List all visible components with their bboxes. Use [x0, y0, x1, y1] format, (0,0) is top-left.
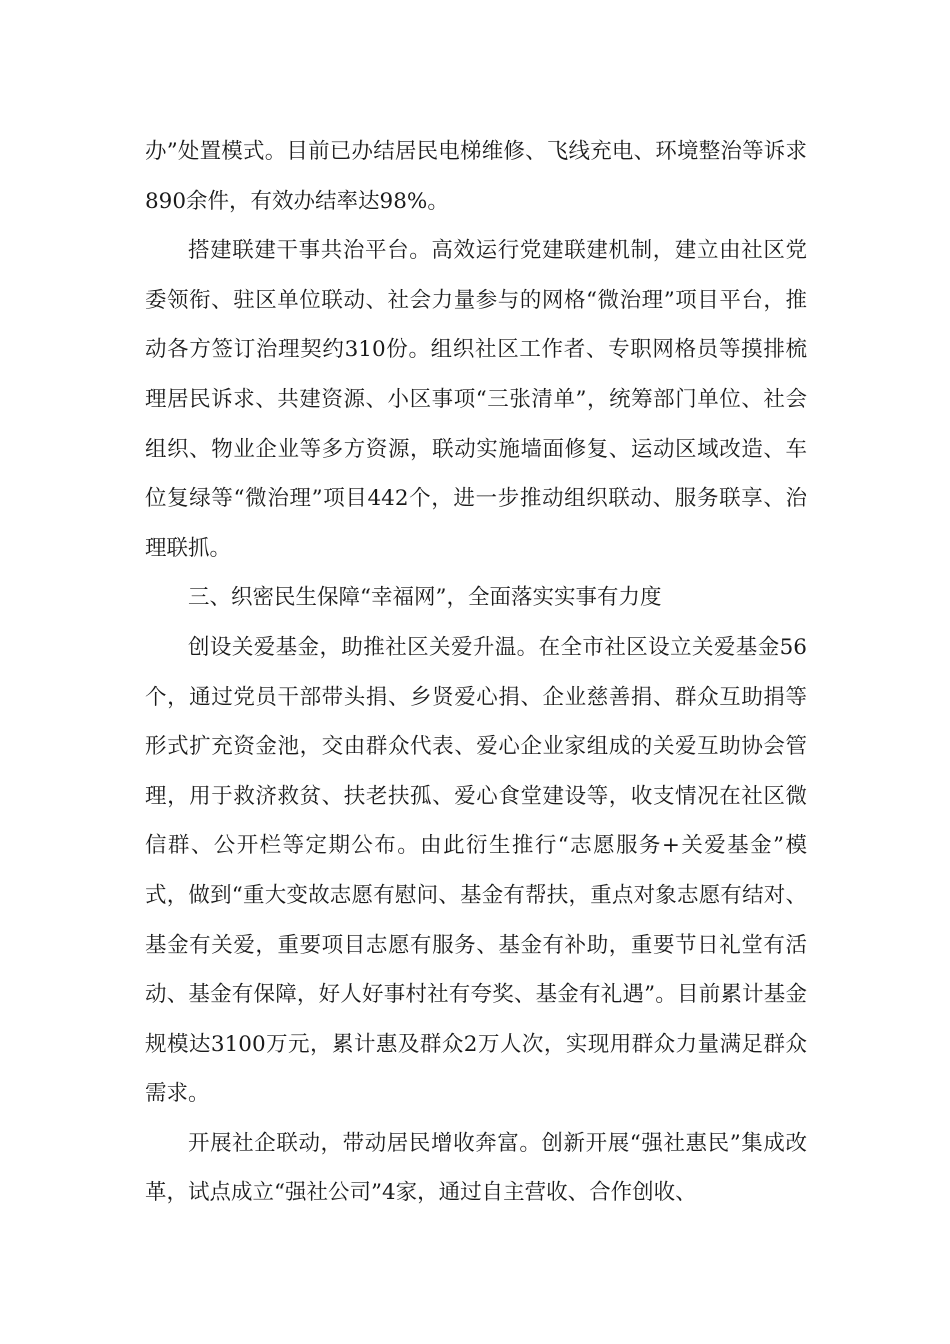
section-heading-3: 三、织密民生保障“幸福网”，全面落实实事有力度	[188, 585, 662, 611]
paragraph-co-governance-platform: 搭建联建干事共治平台。高效运行党建联建机制，建立由社区党委领衔、驻区单位联动、社会力量参与的网格“微治理”项目平台，推动各方签订治理契约310份。组织社区工作者、专职网格员等摸排梳理居民诉求、共建资源、小区事项“三张清单”，统筹部门单位、社会组织、物业企业等多方资源，联动实施墙面修复、运动区域改造、车位复绿等“微治理”项目442个，进一步推动组织联动、服务联享、治理联抓。	[145, 238, 807, 561]
document-body	[145, 127, 807, 1218]
paragraph-care-fund: 创设关爱基金，助推社区关爱升温。在全市社区设立关爱基金56个，通过党员干部带头捐、乡贤爱心捐、企业慈善捐、群众互助捐等形式扩充资金池，交由群众代表、爱心企业家组成的关爱互助协会管理，用于救济救贫、扶老扶孤、爱心食堂建设等，收支情况在社区微信群、公开栏等定期公布。由此衍生推行“志愿服务+关爱基金”模式，做到“重大变故志愿有慰问、基金有帮扶，重点对象志愿有结对、基金有关爱，重要项目志愿有服务、基金有补助，重要节日礼堂有活动、基金有保障，好人好事村社有夸奖、基金有礼遇”。目前累计基金规模达3100万元，累计惠及群众2万人次，实现用群众力量满足群众需求。	[145, 634, 807, 1107]
paragraph-community-enterprise: 开展社企联动，带动居民增收奔富。创新开展“强社惠民”集成改革，试点成立“强社公司”4家，通过自主营收、合作创收、	[145, 1130, 807, 1206]
paragraph-continuation: 办”处置模式。目前已办结居民电梯维修、飞线充电、环境整治等诉求890余件，有效办结率达98%。	[145, 139, 807, 214]
